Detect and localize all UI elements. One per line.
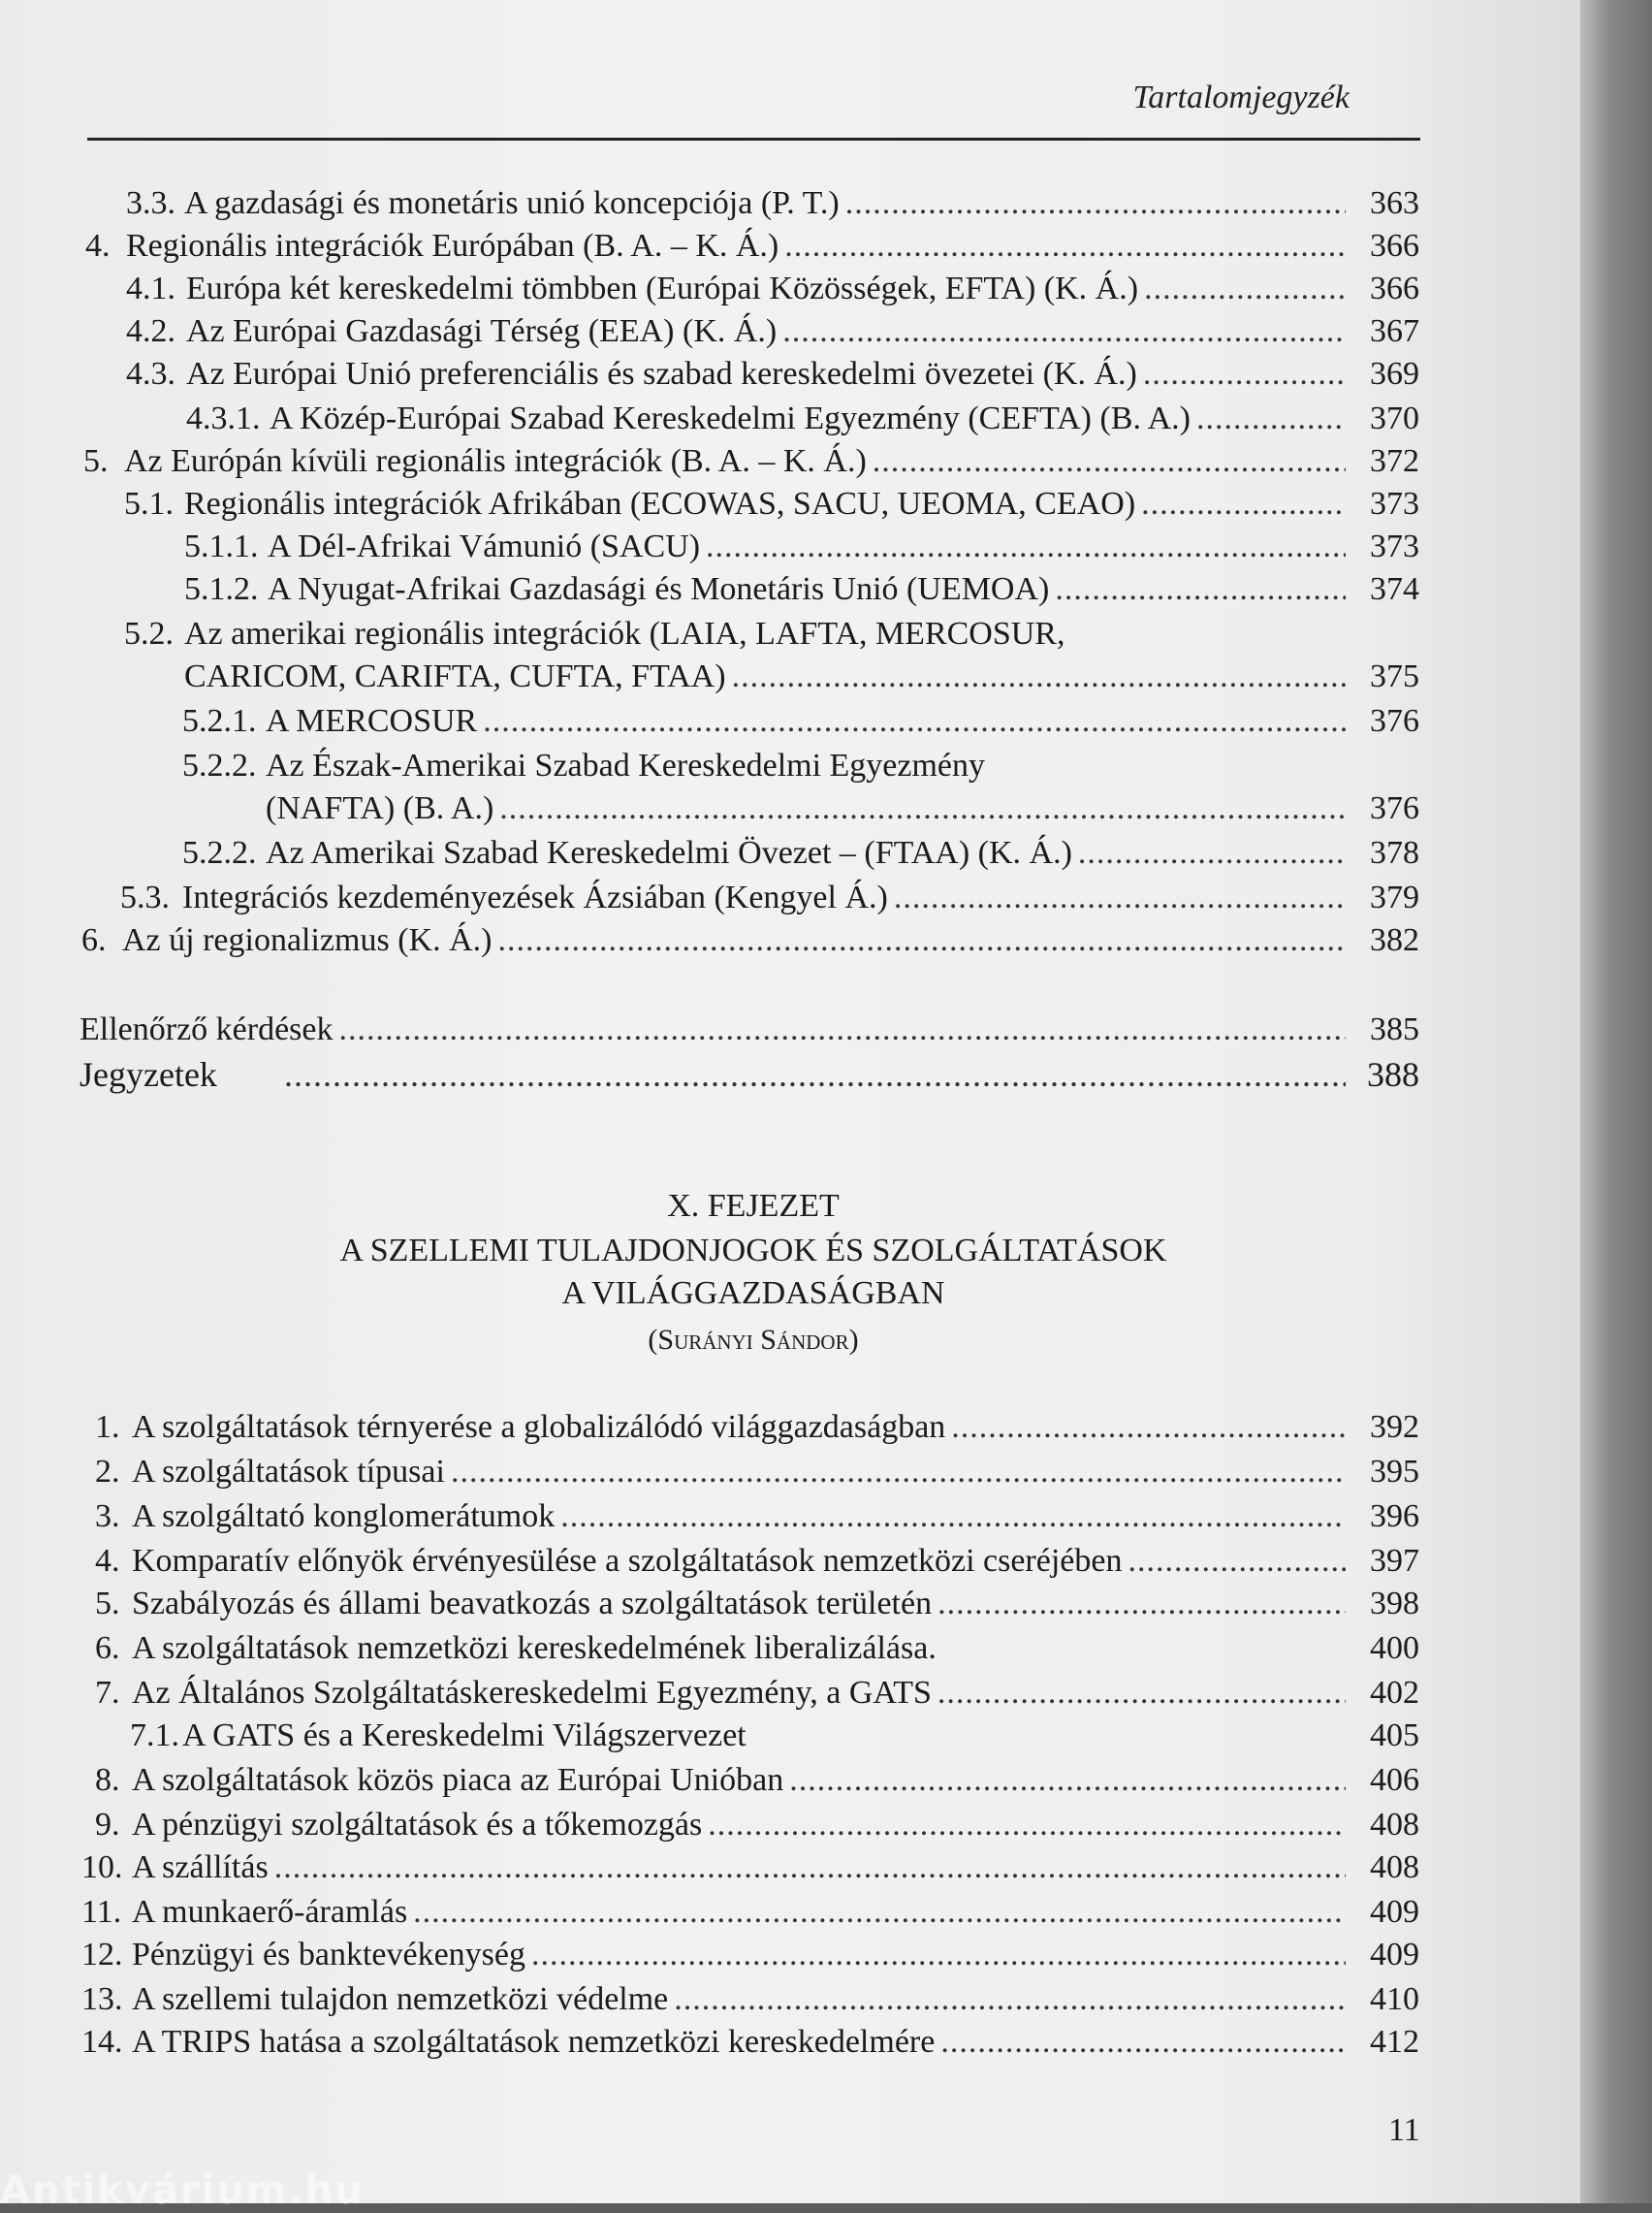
toc-entry: 12. Pénzügyi és banktevékenység ..... 409 [0,1934,1419,1976]
toc-entry: 4. Regionális integrációk Európában (B. A. – K. Á.) ..... 366 [0,225,1419,268]
toc-entry: 5.3. Integrációs kezdeményezések Ázsiában (Kengyel Á.) ..... 379 [0,877,1419,919]
page-number: 396 [1370,1498,1419,1534]
page-edge-shadow [1580,0,1652,2203]
toc-entry: 11. A munkaerő-áramlás ..... 409 [0,1891,1419,1934]
page-number: 400 [1370,1630,1419,1666]
page-number: 388 [1367,1055,1419,1094]
page-number: 379 [1370,880,1419,915]
page-number: 392 [1370,1409,1419,1445]
toc-entry: 5.2.2. Az Amerikai Szabad Kereskedelmi Övezet – (FTAA) (K. Á.) ..... 378 [0,832,1419,875]
page-number: 376 [1370,703,1419,739]
page-number: 378 [1370,835,1419,871]
toc-entry: 7. Az Általános Szolgáltatáskereskedelmi Egyezmény, a GATS ..... 402 [0,1672,1419,1715]
toc-entry: 5.1.1. A Dél-Afrikai Vámunió (SACU) ..... 373 [0,526,1419,568]
toc-entry: 4.3.1. A Közép-Európai Szabad Kereskedelmi Egyezmény (CEFTA) (B. A.) ..... 370 [0,398,1419,440]
page-number: 408 [1370,1807,1419,1843]
header-divider [87,138,1420,141]
toc-entry-notes: Jegyzetek ..... 388 [0,1053,1419,1096]
page-number: 405 [1370,1717,1419,1753]
toc-entry-continuation: (NAFTA) (B. A.) ..... 376 [0,787,1419,830]
toc-entry: 10. A szállítás ..... 408 [0,1846,1419,1889]
page-number: 402 [1370,1675,1419,1711]
toc-entry: 1. A szolgáltatások térnyerése a globalizálódó világgazdaságban ..... 392 [0,1406,1419,1449]
page-number: 373 [1370,529,1419,564]
toc-entry: 5.2.2. Az Észak-Amerikai Szabad Kereskedelmi Egyezmény [182,748,986,784]
toc-entry: 9. A pénzügyi szolgáltatások és a tőkemozgás ..... 408 [0,1804,1419,1846]
toc-entry: 7.1. A GATS és a Kereskedelmi Világszervezet 405 [0,1715,1419,1757]
page-folio: 11 [1388,2112,1420,2148]
toc-entry: 6. Az új regionalizmus (K. Á.) ..... 382 [0,919,1419,962]
page-number: 366 [1370,228,1419,264]
page-number: 406 [1370,1762,1419,1798]
toc-entry: 5. Az Európán kívüli regionális integrációk (B. A. – K. Á.) ..... 372 [0,440,1419,483]
toc-entry-continuation: CARICOM, CARIFTA, CUFTA, FTAA) ..... 375 [0,656,1419,698]
page-number: 363 [1370,185,1419,221]
page-number: 397 [1370,1543,1419,1579]
page-number: 395 [1370,1454,1419,1490]
toc-entry: 13. A szellemi tulajdon nemzetközi védelme ..... 410 [0,1978,1419,2021]
page-number: 366 [1370,271,1419,306]
chapter-author: (Surányi Sándor) [648,1324,859,1356]
page-number: 408 [1370,1849,1419,1885]
toc-entry: 5.1.2. A Nyugat-Afrikai Gazdasági és Monetáris Unió (UEMOA) ..... 374 [0,568,1419,611]
chapter-number: X. FEJEZET [667,1188,840,1224]
toc-entry: 5. Szabályozás és állami beavatkozás a szolgáltatások területén ..... 398 [0,1583,1419,1625]
toc-entry: 3. A szolgáltató konglomerátumok ..... 396 [0,1495,1419,1538]
toc-entry: 4. Komparatív előnyök érvényesülése a szolgáltatások nemzetközi cseréjében ..... 397 [0,1540,1419,1583]
chapter-title-line-2: A VILÁGGAZDASÁGBAN [561,1275,945,1311]
toc-entry: 3.3. A gazdasági és monetáris unió koncepciója (P. T.) ..... 363 [0,182,1419,225]
toc-entry: 4.3. Az Európai Unió preferenciális és szabad kereskedelmi övezetei (K. Á.) ..... 369 [0,353,1419,396]
page-number: 410 [1370,1981,1419,2017]
toc-entry: 2. A szolgáltatások típusai ..... 395 [0,1451,1419,1493]
toc-entry: 6. A szolgáltatások nemzetközi kereskedelmének liberalizálása. 400 [0,1627,1419,1670]
page-number: 409 [1370,1937,1419,1972]
page-number: 369 [1370,356,1419,392]
page-number: 382 [1370,922,1419,958]
toc-entry-questions: Ellenőrző kérdések ..... 385 [0,1009,1419,1051]
toc-entry: 14. A TRIPS hatása a szolgáltatások nemzetközi kereskedelmére ..... 412 [0,2021,1419,2064]
page-number: 374 [1370,571,1419,607]
toc-entry: 5.1. Regionális integrációk Afrikában (ECOWAS, SACU, UEOMA, CEAO) ..... 373 [0,483,1419,526]
chapter-title-line-1: A SZELLEMI TULAJDONJOGOK ÉS SZOLGÁLTATÁSOK [339,1233,1167,1268]
toc-entry: 8. A szolgáltatások közös piaca az Európai Unióban ..... 406 [0,1759,1419,1802]
page-number: 412 [1370,2024,1419,2060]
page-number: 409 [1370,1894,1419,1930]
watermark: Antikvárium.hu [0,2168,365,2213]
toc-entry: 4.1. Európa két kereskedelmi tömbben (Európai Közösségek, EFTA) (K. Á.) ..... 366 [0,268,1419,310]
toc-entry: 4.2. Az Európai Gazdasági Térség (EEA) (K. Á.) ..... 367 [0,310,1419,353]
toc-entry: 5.2. Az amerikai regionális integrációk (LAIA, LAFTA, MERCOSUR, [124,616,1065,652]
page-number: 373 [1370,486,1419,522]
page-number: 372 [1370,443,1419,479]
page-number: 375 [1370,658,1419,694]
toc-entry: 5.2.1. A MERCOSUR ..... 376 [0,700,1419,743]
page-number: 398 [1370,1586,1419,1621]
page-number: 376 [1370,790,1419,826]
page-number: 370 [1370,401,1419,436]
running-header: Tartalomjegyzék [1132,80,1350,115]
page-number: 367 [1370,313,1419,349]
page-number: 385 [1370,1011,1419,1047]
